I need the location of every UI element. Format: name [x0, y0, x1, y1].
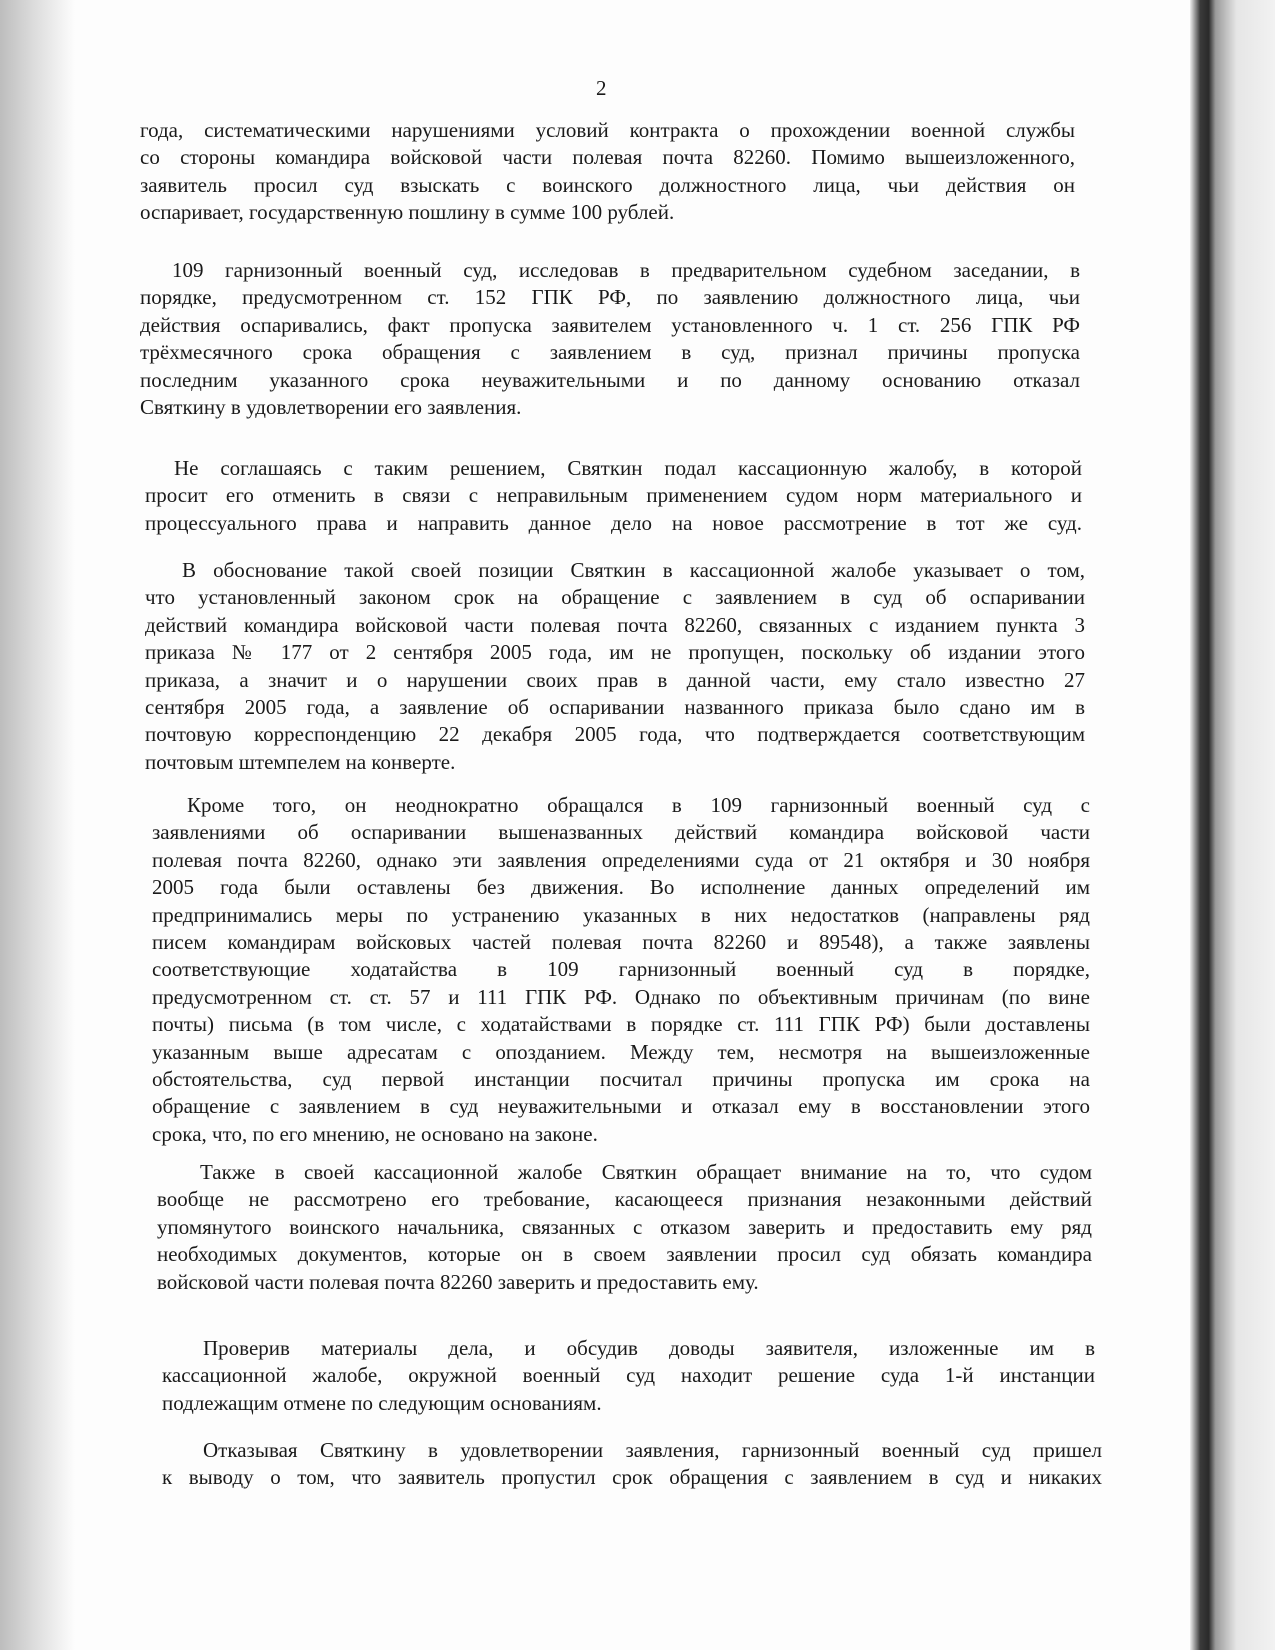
paragraph-5-line: предпринимались меры по устранению указанных в них недостатков (направлены ряд — [152, 902, 1090, 927]
paragraph-5-line: срока, что, по его мнению, не основано на законе. — [152, 1121, 598, 1146]
paragraph-4-line: что установленный законом срок на обращение с заявлением в суд об оспаривании — [145, 585, 1085, 610]
paragraph-5-line: обстоятельства, суд первой инстанции посчитал причины пропуска им срока на — [152, 1067, 1090, 1091]
paragraph-4-line: действий командира войсковой части полевая почта 82260, связанных с изданием пункта 3 — [145, 612, 1085, 637]
paragraph-8-line: Отказывая Святкину в удовлетворении заявления, гарнизонный военный суд пришел — [203, 1438, 1102, 1462]
paragraph-4-line: приказа, а значит и о нарушении своих прав в данной части, ему стало известно 27 — [145, 667, 1085, 692]
paragraph-1-line: со стороны командира войсковой части полевая почта 82260. Помимо вышеизложенного, — [140, 145, 1075, 170]
paragraph-5-line: 2005 года были оставлены без движения. Во исполнение данных определений им — [152, 875, 1090, 900]
paragraph-5-line: соответствующие ходатайства в 109 гарнизонный военный суд в порядке, — [152, 957, 1090, 982]
paragraph-6-line: Также в своей кассационной жалобе Святкин обращает внимание на то, что судом — [200, 1160, 1092, 1184]
paragraph-6-line: упомянутого воинского начальника, связанных с отказом заверить и предоставить ему ряд — [157, 1214, 1092, 1239]
paragraph-4-line: почтовую корреспонденцию 22 декабря 2005 года, что подтверждается соответствующим — [145, 722, 1085, 747]
paragraph-1-line: года, систематическими нарушениями условий контракта о прохождении военной службы — [140, 118, 1075, 142]
paragraph-5-line: заявлениями об оспаривании вышеназванных действий командира войсковой части — [152, 820, 1090, 845]
paragraph-5-line: предусмотренном ст. ст. 57 и 111 ГПК РФ. Однако по объективным причинам (по вине — [152, 984, 1090, 1009]
paragraph-4-line: приказа № 177 от 2 сентября 2005 года, им не пропущен, поскольку об издании этого — [145, 640, 1085, 665]
paragraph-6-line: необходимых документов, которые он в своем заявлении просил суд обязать командира — [157, 1242, 1092, 1267]
paragraph-5-line: почты) письма (в том числе, с ходатайствами в порядке ст. 111 ГПК РФ) были доставлены — [152, 1012, 1090, 1037]
paragraph-6-line: вообще не рассмотрено его требование, касающееся признания незаконными действий — [157, 1187, 1092, 1212]
paragraph-2-line: трёхмесячного срока обращения с заявлением в суд, признал причины пропуска — [140, 340, 1080, 365]
paragraph-8-line: к выводу о том, что заявитель пропустил срок обращения с заявлением в суд и никаких — [162, 1465, 1102, 1490]
paragraph-4-line: сентября 2005 года, а заявление об оспаривании названного приказа было сдано им в — [145, 695, 1085, 719]
paragraph-6-line: войсковой части полевая почта 82260 заверить и предоставить ему. — [157, 1269, 759, 1294]
paragraph-7-line: кассационной жалобе, окружной военный суд находит решение суда 1-й инстанции — [162, 1363, 1095, 1388]
scan-shadow-left — [0, 0, 75, 1650]
page-number: 2 — [596, 76, 607, 100]
paragraph-2-line: действия оспаривались, факт пропуска заявителем установленного ч. 1 ст. 256 ГПК РФ — [140, 312, 1080, 337]
paragraph-1-line: оспаривает, государственную пошлину в сумме 100 рублей. — [140, 200, 675, 225]
paragraph-3-line: просит его отменить в связи с неправильным применением судом норм материального и — [145, 483, 1082, 508]
paragraph-4-line: почтовым штемпелем на конверте. — [145, 749, 456, 774]
paragraph-5-line: писем командирам войсковых частей полевая почта 82260 и 89548), а также заявлены — [152, 930, 1090, 954]
paragraph-2-line: 109 гарнизонный военный суд, исследовав в предварительном судебном заседании, в — [172, 258, 1080, 282]
paragraph-2-line: последним указанного срока неуважительными и по данному основанию отказал — [140, 367, 1080, 392]
paragraph-2-line: порядке, предусмотренном ст. 152 ГПК РФ, по заявлению должностного лица, чьи — [140, 285, 1080, 310]
paragraph-5-line: Кроме того, он неоднократно обращался в 109 гарнизонный военный суд с — [187, 793, 1090, 817]
paragraph-3-line: процессуального права и направить данное дело на новое рассмотрение в тот же суд. — [145, 510, 1082, 535]
paragraph-3-line: Не соглашаясь с таким решением, Святкин подал кассационную жалобу, в которой — [174, 456, 1082, 480]
paragraph-7-line: подлежащим отмене по следующим основаниям. — [162, 1390, 602, 1415]
paragraph-5-line: указанным выше адресатам с опозданием. Между тем, несмотря на вышеизложенные — [152, 1039, 1090, 1064]
scan-shadow-right — [1190, 0, 1275, 1650]
paragraph-5-line: обращение с заявлением в суд неуважительными и отказал ему в восстановлении этого — [152, 1094, 1090, 1119]
paragraph-1-line: заявитель просил суд взыскать с воинского должностного лица, чьи действия он — [140, 172, 1075, 197]
paragraph-7-line: Проверив материалы дела, и обсудив доводы заявителя, изложенные им в — [203, 1336, 1095, 1360]
paragraph-4-line: В обоснование такой своей позиции Святкин в кассационной жалобе указывает о том, — [182, 558, 1085, 582]
paragraph-5-line: полевая почта 82260, однако эти заявления определениями суда от 21 октября и 30 ноября — [152, 847, 1090, 872]
paragraph-2-line: Святкину в удовлетворении его заявления. — [140, 395, 522, 419]
